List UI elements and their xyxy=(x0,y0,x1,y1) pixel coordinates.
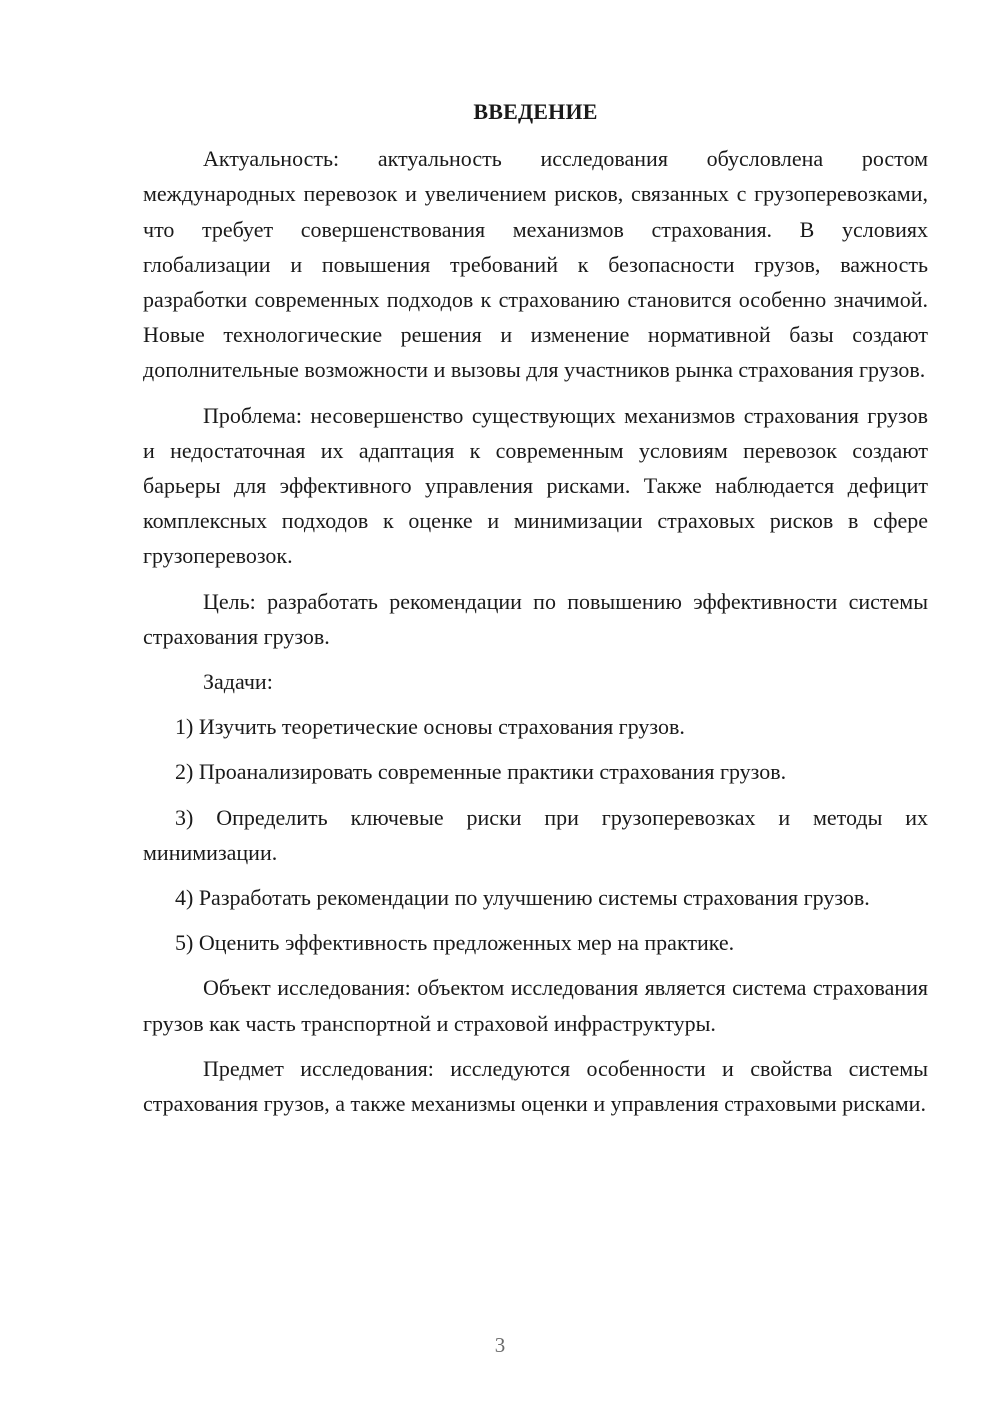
task-item-4: 4) Разработать рекомендации по улучшению системы страхования грузов. xyxy=(175,885,870,911)
subject-paragraph: Предмет исследования: исследуются особенности и свойства системы страхования грузов, а также механизмы оценки и управления страховыми рисками. xyxy=(143,1055,928,1117)
task-item-3: 3) Определить ключевые риски при грузоперевозках и методы их минимизации. xyxy=(143,804,928,865)
relevance-paragraph: Актуальность: актуальность исследования обусловлена ростом международных перевозок и увеличением рисков, связанных с грузоперевозками, что требует совершенствования механизмов страхования. В условиях глобализации и повышения требований к безопасности грузов, важность разработки современных подходов к страхованию становится особенно значимой. Новые технологические решения и изменение нормативной базы создают дополнительные возможности и вызовы для участников рынка страхования грузов. xyxy=(143,146,928,383)
task-item-1: 1) Изучить теоретические основы страхования грузов. xyxy=(175,714,685,740)
object-paragraph: Объект исследования: объектом исследования является система страхования грузов как часть транспортной и страховой инфраструктуры. xyxy=(143,975,928,1036)
task-item-2: 2) Проанализировать современные практики страхования грузов. xyxy=(175,759,787,785)
tasks-label: Задачи: xyxy=(203,669,273,695)
task-item-5: 5) Оценить эффективность предложенных мер на практике. xyxy=(175,930,735,956)
page-title: ВВЕДЕНИЕ xyxy=(473,99,598,124)
problem-paragraph: Проблема: несовершенство существующих механизмов страхования грузов и недостаточная их адаптация к современным условиям перевозок создают барьеры для эффективного управления рисками. Также наблюдается дефицит комплексных подходов к оценке и минимизации страховых рисков в сфере грузоперевозок. xyxy=(143,402,928,569)
document-body xyxy=(143,94,928,1131)
page-number: 3 xyxy=(494,1333,506,1357)
goal-paragraph: Цель: разработать рекомендации по повышению эффективности системы страхования грузов. xyxy=(143,588,928,649)
